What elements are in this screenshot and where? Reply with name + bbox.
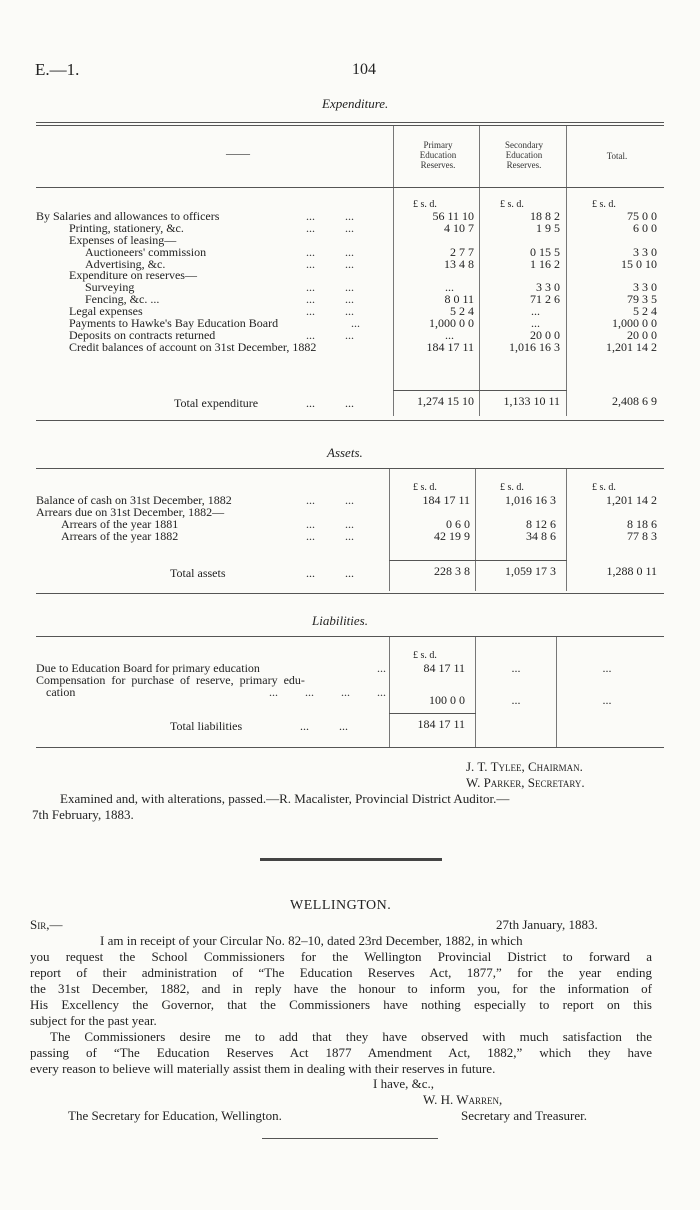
table-cell: 0 15 5 xyxy=(530,244,560,259)
table-cell xyxy=(390,675,465,687)
table-cell: ... xyxy=(445,327,454,342)
primary-column xyxy=(394,211,474,354)
table-cell: 79 3 5 xyxy=(627,292,657,307)
subtotal-rule xyxy=(389,560,567,561)
table-cell: 1,201 14 2 xyxy=(606,339,657,354)
total-liabilities-primary: 184 17 11 xyxy=(417,717,465,731)
table-cell: 34 8 6 xyxy=(526,528,556,543)
leader-dots: ... ... xyxy=(300,719,348,733)
lsd-header-primary: £ s. d. xyxy=(413,650,437,661)
table-cell: 15 0 10 xyxy=(621,256,657,271)
table-rule xyxy=(36,636,664,637)
table-cell: 1,201 14 2 xyxy=(606,493,657,507)
table-cell: ... xyxy=(511,692,521,707)
table-cell: 18 8 2 xyxy=(530,209,560,223)
liabilities-title: Liabilities. xyxy=(312,613,368,628)
total-expenditure-total: 2,408 6 9 xyxy=(612,394,657,408)
table-cell: 2 7 7 xyxy=(450,244,474,259)
list-item: Balance of cash on 31st December, 1882 xyxy=(36,493,232,507)
column-header-primary: Primary Education Reserves. xyxy=(419,140,457,170)
total-column xyxy=(567,495,657,543)
total-assets-primary: 228 3 8 xyxy=(434,564,470,578)
total-liabilities-label: Total liabilities xyxy=(170,719,243,733)
list-item: Legal expenses xyxy=(69,304,143,319)
text-line: the 31st December, 1882, and in reply have the honour to inform you, for the information of xyxy=(30,981,652,996)
assets-title: Assets. xyxy=(327,445,363,460)
total-column xyxy=(557,663,657,707)
table-cell: 56 11 10 xyxy=(432,209,474,223)
letter-signer: W. H. Warren, xyxy=(423,1092,503,1107)
letter-closing: I have, &c., xyxy=(373,1076,435,1091)
table-cell: 6 0 0 xyxy=(633,220,657,235)
list-item: Auctioneers' commission xyxy=(85,244,207,259)
table-cell: 100 0 0 xyxy=(429,692,465,707)
text-line: subject for the past year. xyxy=(30,1013,157,1028)
table-cell: 8 0 11 xyxy=(444,292,474,307)
leader-dots: ... ... ... ... ... xyxy=(269,661,386,699)
leader-dots: ... ... ... ... ... ... xyxy=(306,493,354,543)
list-item: Compensation for purchase of reserve, primary edu- xyxy=(36,672,305,687)
list-item: Deposits on contracts returned xyxy=(69,327,216,342)
table-cell: 42 19 9 xyxy=(434,528,470,543)
table-cell: 5 2 4 xyxy=(633,304,657,319)
table-cell: 1 16 2 xyxy=(530,256,560,271)
table-cell: 20 0 0 xyxy=(627,327,657,342)
table-rule xyxy=(36,125,664,126)
list-item: Printing, stationery, &c. xyxy=(69,220,184,235)
total-column xyxy=(567,211,657,354)
auditor-note: Examined and, with alterations, passed.—R. Macalister, Provincial District Auditor.— xyxy=(60,791,510,806)
total-expenditure-secondary: 1,133 10 11 xyxy=(503,394,560,408)
list-item: Credit balances of account on 31st December, 1882 xyxy=(69,339,317,354)
total-expenditure-label: Total expenditure xyxy=(174,396,259,410)
table-cell: 0 6 0 xyxy=(446,516,470,531)
table-cell: ... xyxy=(445,280,454,295)
letter-paragraph-2 xyxy=(30,1029,652,1077)
table-cell xyxy=(476,675,556,687)
leader-dots: ... ... xyxy=(306,566,354,580)
table-cell: ... xyxy=(531,316,540,331)
lsd-header-primary: £ s. d. xyxy=(413,482,437,493)
description-dash: —— xyxy=(226,146,250,160)
chairman-signature: J. T. Tylee, Chairman. xyxy=(466,759,583,774)
section-separator xyxy=(260,858,442,861)
subtotal-rule xyxy=(393,390,567,391)
expenditure-title: Expenditure. xyxy=(322,96,389,111)
table-rule xyxy=(36,187,664,188)
table-cell: 77 8 3 xyxy=(627,528,657,543)
list-item: Due to Education Board for primary education xyxy=(36,661,260,675)
table-cell: 75 0 0 xyxy=(627,209,657,223)
section-separator xyxy=(262,1138,438,1139)
table-rule xyxy=(36,468,664,469)
list-item: Arrears of the year 1882 xyxy=(61,528,179,543)
table-cell: 1,000 0 0 xyxy=(612,316,657,331)
table-rule xyxy=(36,122,664,123)
table-cell: 3 3 0 xyxy=(633,280,657,295)
list-item: Fencing, &c. ... xyxy=(85,292,160,307)
lsd-header-total: £ s. d. xyxy=(592,482,616,493)
table-cell: 1,000 0 0 xyxy=(429,316,474,331)
leader-dots: ... ... ... ... ... ... ... ... ... ... ... ... ... ... ... ... ... xyxy=(306,209,360,342)
total-assets-secondary: 1,059 17 3 xyxy=(505,564,556,578)
table-cell: 71 2 6 xyxy=(530,292,560,307)
letter-signer-title: Secretary and Treasurer. xyxy=(461,1108,587,1123)
table-cell: 20 0 0 xyxy=(530,327,560,342)
series-code: E.—1. xyxy=(35,60,80,79)
text-line: you request the School Commissioners for the Wellington Provincial District to forward a xyxy=(30,949,652,964)
expenditure-labels xyxy=(36,211,316,354)
text-line: His Excellency the Governor, that the Commissioners have nothing especially to report on this xyxy=(30,997,652,1012)
column-header-total: Total. xyxy=(606,151,628,161)
letter-addressee: The Secretary for Education, Wellington. xyxy=(68,1108,282,1123)
table-cell: 4 10 7 xyxy=(444,220,474,235)
lsd-header-secondary: £ s. d. xyxy=(500,482,524,493)
text-line: report of their administration of “The Education Reserves Act, 1877,” for the year ending xyxy=(30,965,652,980)
table-cell: 8 12 6 xyxy=(526,516,556,531)
text-line: The Commissioners desire me to add that they have observed with much satisfaction the xyxy=(50,1029,652,1044)
lsd-header-secondary: £ s. d. xyxy=(500,199,524,210)
page-number: 104 xyxy=(352,61,376,78)
table-cell: 5 2 4 xyxy=(450,304,474,319)
table-rule xyxy=(36,747,664,748)
table-cell xyxy=(557,675,657,687)
total-assets-total: 1,288 0 11 xyxy=(606,564,657,578)
list-item: Expenses of leasing— xyxy=(69,232,177,247)
table-cell: ... xyxy=(511,661,521,675)
table-cell: ... xyxy=(602,661,612,675)
table-rule xyxy=(36,420,664,421)
list-item: cation xyxy=(46,684,76,699)
leader-dots: ... ... xyxy=(306,396,354,410)
letter-heading: WELLINGTON. xyxy=(290,898,392,913)
subtotal-rule xyxy=(389,713,476,714)
table-cell: 3 3 0 xyxy=(633,244,657,259)
table-rule xyxy=(36,593,664,594)
secondary-column xyxy=(476,495,556,543)
text-line: every reason to believe will materially assist them in dealing with their reserves in future. xyxy=(30,1061,496,1076)
table-cell: 184 17 11 xyxy=(422,493,470,507)
list-item: Surveying xyxy=(85,280,135,295)
table-cell: 184 17 11 xyxy=(426,339,474,354)
lsd-header-primary: £ s. d. xyxy=(413,199,437,210)
column-header-secondary: Secondary Education Reserves. xyxy=(505,140,543,170)
list-item: By Salaries and allowances to officers xyxy=(36,209,220,223)
table-cell: 13 4 8 xyxy=(444,256,474,271)
text-line: passing of “The Education Reserves Act 1877 Amendment Act, 1882,” which they have xyxy=(30,1045,652,1060)
list-item: Arrears of the year 1881 xyxy=(61,516,179,531)
secondary-column xyxy=(480,211,560,354)
table-cell xyxy=(394,270,474,282)
primary-column xyxy=(390,495,470,543)
table-cell: 84 17 11 xyxy=(423,661,465,675)
table-cell: 3 3 0 xyxy=(536,280,560,295)
total-expenditure-primary: 1,274 15 10 xyxy=(417,394,474,408)
letter-paragraph-1 xyxy=(30,933,652,1029)
secretary-signature: W. Parker, Secretary. xyxy=(466,775,585,790)
table-cell: 1 9 5 xyxy=(536,220,560,235)
primary-column xyxy=(390,663,465,707)
table-cell: 1,016 16 3 xyxy=(505,493,556,507)
lsd-header-total: £ s. d. xyxy=(592,199,616,210)
auditor-date: 7th February, 1883. xyxy=(32,807,134,822)
table-cell: 8 18 6 xyxy=(627,516,657,531)
list-item: Arrears due on 31st December, 1882— xyxy=(36,504,225,519)
table-cell: ... xyxy=(602,692,612,707)
list-item: Expenditure on reserves— xyxy=(69,268,197,283)
table-cell: 1,016 16 3 xyxy=(509,339,560,354)
list-item: Payments to Hawke's Bay Education Board xyxy=(69,316,279,331)
list-item: Advertising, &c. xyxy=(85,256,166,271)
total-assets-label: Total assets xyxy=(170,566,226,580)
assets-labels xyxy=(36,495,232,543)
text-line: I am in receipt of your Circular No. 82–10, dated 23rd December, 1882, in which xyxy=(100,933,523,948)
letter-salutation: Sir,— xyxy=(30,917,63,932)
secondary-column xyxy=(476,663,556,707)
table-cell: ... xyxy=(531,304,540,319)
letter-date: 27th January, 1883. xyxy=(496,917,598,932)
